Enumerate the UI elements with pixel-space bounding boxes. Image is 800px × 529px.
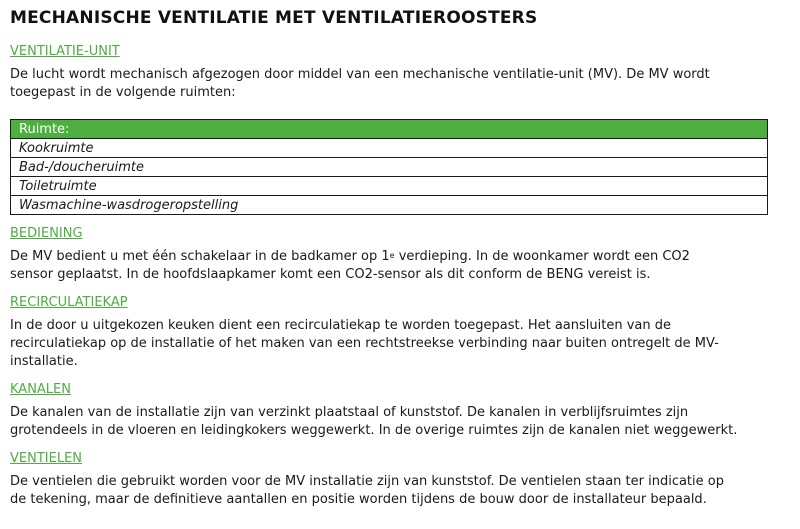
paragraph-bediening [10, 248, 770, 284]
table-cell: Wasmachine-wasdrogeropstelling [11, 196, 768, 215]
table-cell: Toiletruimte [11, 177, 768, 196]
table-cell: Kookruimte [11, 139, 768, 158]
text-span: verdieping. In de woonkamer wordt een CO2 [394, 249, 690, 264]
section-heading-ventielen: VENTIELEN [10, 451, 83, 466]
text-line: sensor geplaatst. In de hoofdslaapkamer komt een CO2-sensor als dit conform de BENG vereist is. [10, 267, 651, 282]
table-cell: Bad-/doucheruimte [11, 158, 768, 177]
text-line: In de door u uitgekozen keuken dient een recirculatiekap te worden toegepast. Het aansluiten van de [10, 318, 672, 333]
section-heading-recirculatiekap: RECIRCULATIEKAP [10, 295, 128, 310]
paragraph-kanalen [10, 404, 770, 440]
table-row [11, 158, 768, 177]
paragraph-recirculatiekap [10, 317, 770, 371]
text-line: de tekening, maar de definitieve aantallen en positie worden tijdens de bouw door de installateur bepaald. [10, 492, 707, 507]
paragraph-ventilatie-unit [10, 66, 770, 102]
table-header-row [11, 120, 768, 139]
text-span: De MV bedient u met één schakelaar in de badkamer op 1 [10, 249, 390, 264]
table-row [11, 196, 768, 215]
table-row [11, 139, 768, 158]
text-line: De kanalen van de installatie zijn van verzinkt plaatstaal of kunststof. De kanalen in verblijfsruimtes zijn [10, 405, 689, 420]
text-line: installatie. [10, 354, 78, 369]
text-line: grotendeels in de vloeren en leidingkokers weggewerkt. In de overige ruimtes zijn de kanalen niet weggewerkt. [10, 423, 738, 438]
section-heading-kanalen: KANALEN [10, 382, 71, 397]
superscript: e [389, 251, 395, 260]
section-heading-bediening: BEDIENING [10, 226, 83, 241]
text-line [10, 248, 770, 266]
text-line: toegepast in de volgende ruimten: [10, 85, 236, 100]
text-line: De lucht wordt mechanisch afgezogen door middel van een mechanische ventilatie-unit (MV). De MV wordt [10, 67, 710, 82]
text-line: recirculatiekap op de installatie of het maken van een rechtstreekse verbinding naar buiten ontregelt de MV- [10, 336, 719, 351]
section-heading-ventilatie-unit: VENTILATIE-UNIT [10, 44, 120, 59]
text-line: De ventielen die gebruikt worden voor de MV installatie zijn van kunststof. De ventielen staan ter indicatie op [10, 474, 724, 489]
page-title: MECHANISCHE VENTILATIE MET VENTILATIEROOSTERS [10, 8, 538, 28]
table-header-cell: Ruimte: [11, 120, 768, 139]
paragraph-ventielen [10, 473, 770, 509]
rooms-table [10, 119, 768, 215]
table-row [11, 177, 768, 196]
